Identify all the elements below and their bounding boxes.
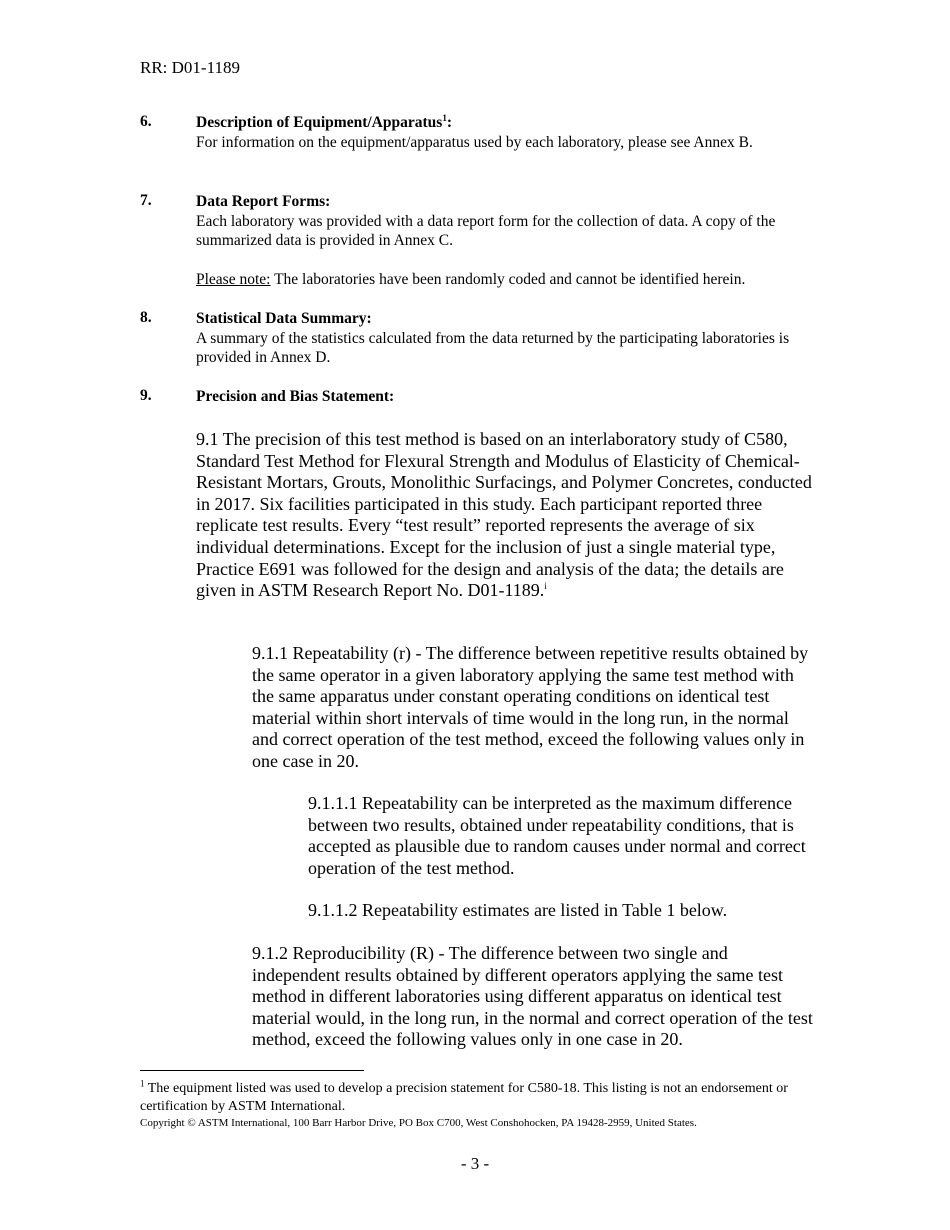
section-9 — [196, 387, 816, 407]
section-6-title-text: Description of Equipment/Apparatus — [196, 114, 443, 131]
paragraph-9-1-1: 9.1.1 Repeatability (r) - The difference between repetitive results obtained by the same operator in a given laboratory applying the same test method with the same apparatus under constant operating conditions on identical test material within short intervals of time would in the long run, in the normal and correct operation of the test method, exceed the following values only in one case in 20. — [252, 643, 809, 771]
footnote-separator — [140, 1070, 364, 1071]
footnote-1 — [140, 1080, 820, 1116]
footnote-1-marker: 1 — [140, 1078, 145, 1089]
please-note-line — [196, 270, 816, 290]
section-6 — [196, 113, 816, 152]
section-7 — [196, 192, 816, 251]
section-8-number: 8. — [140, 309, 152, 326]
paragraph-9-1 — [196, 429, 821, 602]
section-8-body: A summary of the statistics calculated from the data returned by the participating laboratories is provided in Annex D. — [196, 329, 790, 366]
paragraph-9-1-2: 9.1.2 Reproducibility (R) - The difference between two single and independent results obtained by different operators applying the same test method in different laboratories using different apparatus on identical test material would, in the long run, in the normal and correct operation of the test method, exceed the following values only in one case in 20. — [252, 943, 813, 1050]
section-8 — [196, 309, 816, 368]
section-7-number: 7. — [140, 192, 152, 209]
section-8-title: Statistical Data Summary: — [196, 310, 372, 327]
section-6-body: For information on the equipment/apparatus used by each laboratory, please see Annex B. — [196, 133, 753, 151]
section-9-title: Precision and Bias Statement: — [196, 388, 395, 405]
section-6-title-suffix: : — [446, 114, 452, 131]
page-number: - 3 - — [460, 1154, 490, 1173]
section-7-title: Data Report Forms: — [196, 193, 331, 210]
report-id-header: RR: D01-1189 — [140, 58, 240, 77]
footnote-ref-1: 1 — [442, 112, 447, 123]
copyright-line: Copyright © ASTM International, 100 Barr Harbor Drive, PO Box C700, West Conshohocken, PA 19428-2959, United States. — [140, 1117, 697, 1129]
footnote-1-text: The equipment listed was used to develop a precision statement for C580-18. This listing is not an endorsement or certification by ASTM International. — [140, 1081, 788, 1114]
section-7-body: Each laboratory was provided with a data report form for the collection of data. A copy of the summarized data is provided in Annex C. — [196, 212, 776, 249]
paragraph-9-1-1-2: 9.1.1.2 Repeatability estimates are listed in Table 1 below. — [308, 900, 728, 920]
endnote-ref-i: i — [544, 581, 547, 592]
paragraph-9-1-text: 9.1 The precision of this test method is based on an interlaboratory study of C580, Standard Test Method for Flexural Strength and Modulus of Elasticity of Chemical-Resistant Mortars, Grouts, Monolithic Surfacings, and Polymer Concretes, conducted in 2017. Six facilities participated in this study. Each participant reported three replicate test results. Every “test result” reported represents the average of six individual determinations. Except for the inclusion of just a single material type, Practice E691 was followed for the design and analysis of the data; the details are given in ASTM Research Report No. D01-1189. — [196, 429, 812, 601]
section-9-number: 9. — [140, 387, 152, 404]
paragraph-9-1-1-1: 9.1.1.1 Repeatability can be interpreted as the maximum difference between two results, obtained under repeatability conditions, that is accepted as plausible due to random causes under normal and correct operation of the test method. — [308, 793, 806, 878]
please-note-text: The laboratories have been randomly coded and cannot be identified herein. — [270, 271, 746, 288]
section-6-number: 6. — [140, 113, 152, 130]
please-note-label: Please note: — [196, 271, 271, 288]
section-6-title — [196, 113, 816, 133]
